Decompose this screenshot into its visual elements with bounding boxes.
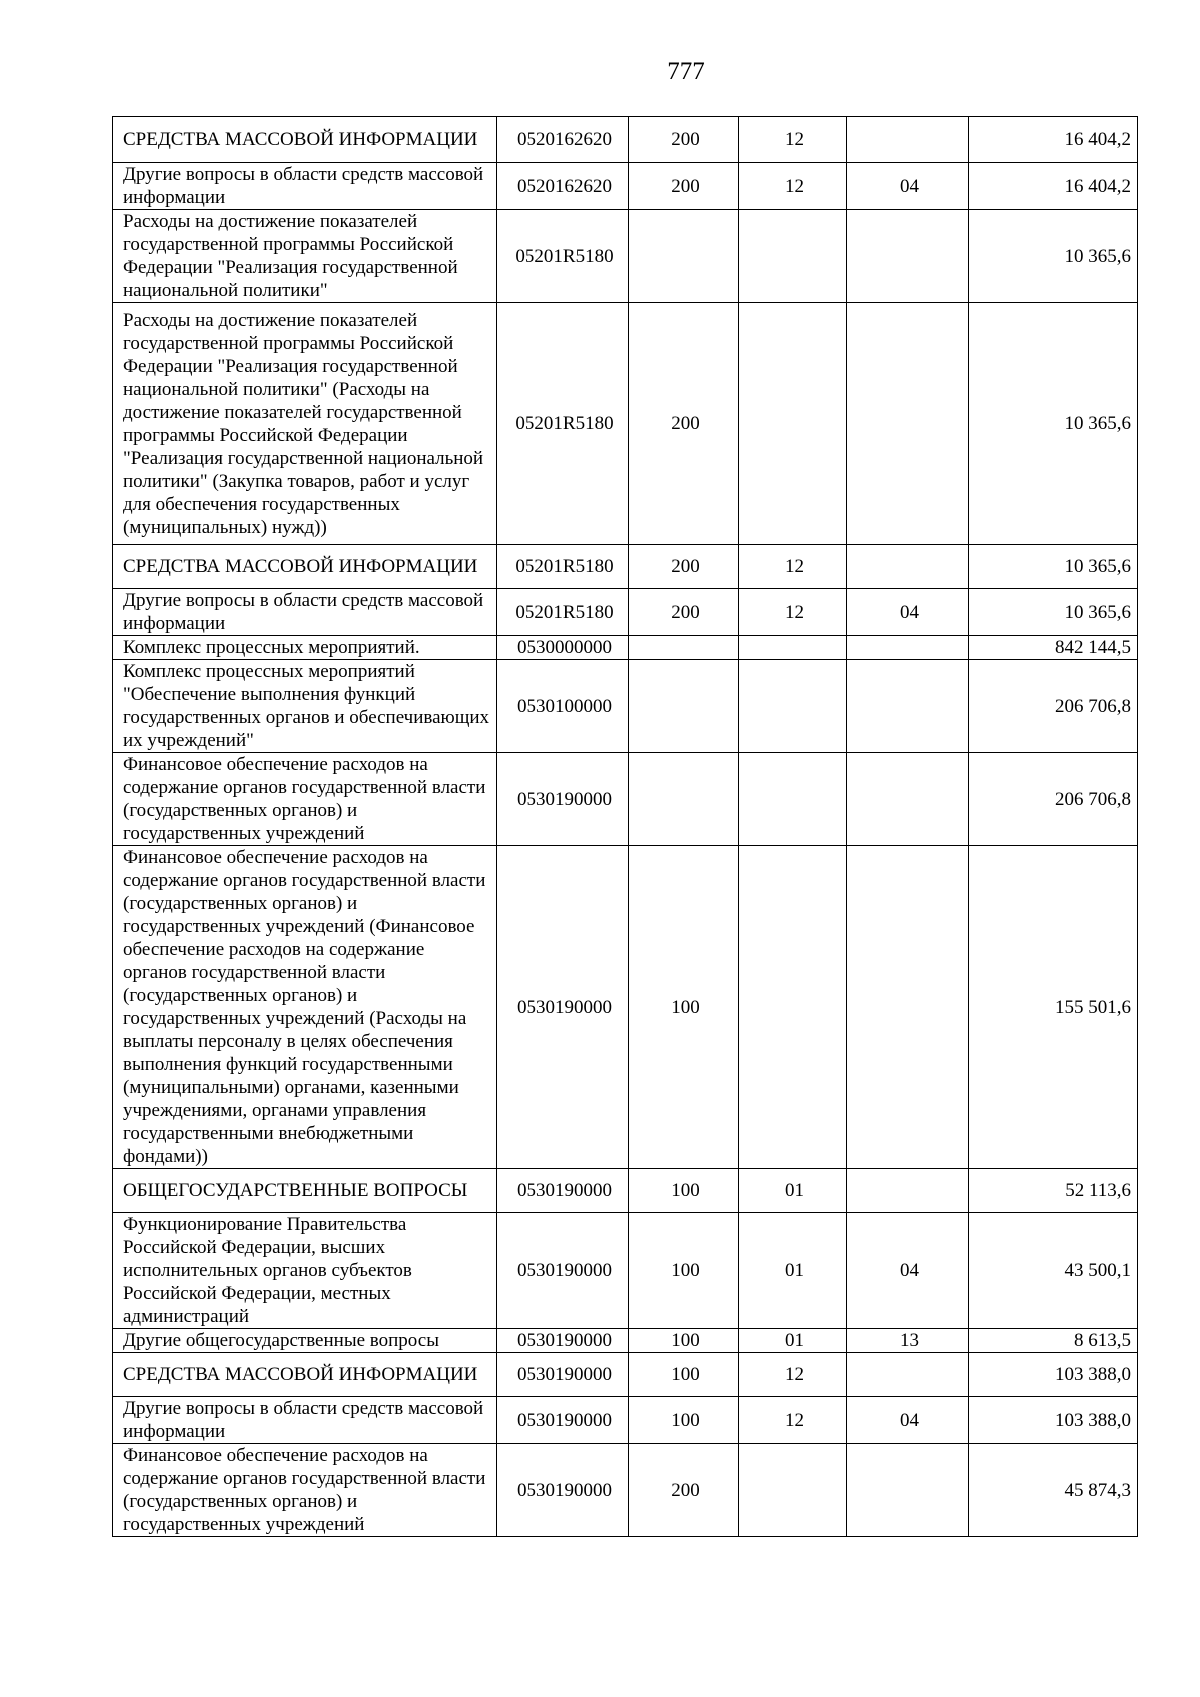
row-section: 12 bbox=[739, 589, 847, 636]
row-name: Финансовое обеспечение расходов на содержание органов государственной власти (государственных органов) и государственных учреждений bbox=[113, 1444, 497, 1537]
row-expense-type: 100 bbox=[629, 846, 739, 1169]
row-expense-type: 200 bbox=[629, 1444, 739, 1537]
row-subsection: 04 bbox=[847, 163, 969, 210]
row-section bbox=[739, 303, 847, 545]
row-name: Комплекс процессных мероприятий. bbox=[113, 636, 497, 660]
row-name: Другие вопросы в области средств массовой информации bbox=[113, 1397, 497, 1444]
row-section: 12 bbox=[739, 1397, 847, 1444]
row-code: 0530190000 bbox=[497, 1329, 629, 1353]
row-name: Финансовое обеспечение расходов на содержание органов государственной власти (государственных органов) и государственных учреждений (Финансовое обеспечение расходов на содержание органов государственной власти (государственных органов) и государственных учреждений (Расходы на выплаты персоналу в целях обеспечения выполнения функций государственными (муниципальными) органами, казенными учреждениями, органами управления государственными внебюджетными фондами)) bbox=[113, 846, 497, 1169]
row-name: ОБЩЕГОСУДАРСТВЕННЫЕ ВОПРОСЫ bbox=[113, 1169, 497, 1213]
row-expense-type: 200 bbox=[629, 117, 739, 163]
row-name: СРЕДСТВА МАССОВОЙ ИНФОРМАЦИИ bbox=[113, 117, 497, 163]
row-subsection bbox=[847, 117, 969, 163]
table-row bbox=[113, 1444, 1138, 1537]
row-section: 12 bbox=[739, 545, 847, 589]
row-subsection: 04 bbox=[847, 1213, 969, 1329]
row-name: Другие общегосударственные вопросы bbox=[113, 1329, 497, 1353]
row-expense-type bbox=[629, 636, 739, 660]
table-row bbox=[113, 660, 1138, 753]
row-name: Другие вопросы в области средств массовой информации bbox=[113, 163, 497, 210]
row-name: Финансовое обеспечение расходов на содержание органов государственной власти (государственных органов) и государственных учреждений bbox=[113, 753, 497, 846]
row-section: 01 bbox=[739, 1169, 847, 1213]
row-section: 12 bbox=[739, 163, 847, 210]
row-subsection bbox=[847, 210, 969, 303]
table-row bbox=[113, 1213, 1138, 1329]
row-name: Расходы на достижение показателей государственной программы Российской Федерации "Реализация государственной национальной политики" (Расходы на достижение показателей государственной программы Российской Федерации "Реализация государственной национальной политики" (Закупка товаров, работ и услуг для обеспечения государственных (муниципальных) нужд)) bbox=[113, 303, 497, 545]
budget-table bbox=[112, 116, 1138, 1537]
row-subsection bbox=[847, 545, 969, 589]
table-row bbox=[113, 303, 1138, 545]
row-name: СРЕДСТВА МАССОВОЙ ИНФОРМАЦИИ bbox=[113, 1353, 497, 1397]
row-section: 12 bbox=[739, 117, 847, 163]
row-amount: 45 874,3 bbox=[969, 1444, 1138, 1537]
row-expense-type: 100 bbox=[629, 1169, 739, 1213]
row-subsection bbox=[847, 1444, 969, 1537]
row-amount: 10 365,6 bbox=[969, 545, 1138, 589]
row-amount: 206 706,8 bbox=[969, 660, 1138, 753]
row-name: СРЕДСТВА МАССОВОЙ ИНФОРМАЦИИ bbox=[113, 545, 497, 589]
row-code: 0530190000 bbox=[497, 1213, 629, 1329]
row-subsection: 04 bbox=[847, 589, 969, 636]
row-amount: 16 404,2 bbox=[969, 117, 1138, 163]
row-code: 0530190000 bbox=[497, 1444, 629, 1537]
row-subsection bbox=[847, 660, 969, 753]
row-expense-type: 200 bbox=[629, 589, 739, 636]
row-name: Комплекс процессных мероприятий "Обеспечение выполнения функций государственных органов и обеспечивающих их учреждений" bbox=[113, 660, 497, 753]
row-subsection bbox=[847, 846, 969, 1169]
row-section bbox=[739, 846, 847, 1169]
row-amount: 103 388,0 bbox=[969, 1397, 1138, 1444]
row-code: 0530000000 bbox=[497, 636, 629, 660]
row-name: Расходы на достижение показателей государственной программы Российской Федерации "Реализация государственной национальной политики" bbox=[113, 210, 497, 303]
row-expense-type: 100 bbox=[629, 1397, 739, 1444]
row-code: 0520162620 bbox=[497, 117, 629, 163]
budget-table-body bbox=[113, 117, 1138, 1537]
table-row bbox=[113, 163, 1138, 210]
table-row bbox=[113, 545, 1138, 589]
table-row bbox=[113, 846, 1138, 1169]
row-section: 01 bbox=[739, 1329, 847, 1353]
row-section bbox=[739, 660, 847, 753]
table-row bbox=[113, 117, 1138, 163]
row-expense-type: 100 bbox=[629, 1353, 739, 1397]
row-expense-type bbox=[629, 660, 739, 753]
row-name: Другие вопросы в области средств массовой информации bbox=[113, 589, 497, 636]
row-code: 0530190000 bbox=[497, 1397, 629, 1444]
table-row bbox=[113, 210, 1138, 303]
row-code: 0530100000 bbox=[497, 660, 629, 753]
row-subsection bbox=[847, 753, 969, 846]
row-amount: 43 500,1 bbox=[969, 1213, 1138, 1329]
row-code: 05201R5180 bbox=[497, 545, 629, 589]
row-code: 0520162620 bbox=[497, 163, 629, 210]
row-subsection bbox=[847, 1353, 969, 1397]
table-row bbox=[113, 1169, 1138, 1213]
row-subsection bbox=[847, 1169, 969, 1213]
row-code: 0530190000 bbox=[497, 846, 629, 1169]
row-amount: 8 613,5 bbox=[969, 1329, 1138, 1353]
row-subsection: 13 bbox=[847, 1329, 969, 1353]
table-row bbox=[113, 1397, 1138, 1444]
row-section bbox=[739, 1444, 847, 1537]
table-row bbox=[113, 1353, 1138, 1397]
row-section: 12 bbox=[739, 1353, 847, 1397]
row-code: 0530190000 bbox=[497, 1353, 629, 1397]
table-row bbox=[113, 1329, 1138, 1353]
row-name: Функционирование Правительства Российской Федерации, высших исполнительных органов субъектов Российской Федерации, местных администраций bbox=[113, 1213, 497, 1329]
row-amount: 842 144,5 bbox=[969, 636, 1138, 660]
row-amount: 10 365,6 bbox=[969, 210, 1138, 303]
row-amount: 155 501,6 bbox=[969, 846, 1138, 1169]
row-subsection bbox=[847, 303, 969, 545]
row-amount: 206 706,8 bbox=[969, 753, 1138, 846]
row-expense-type bbox=[629, 210, 739, 303]
row-expense-type bbox=[629, 753, 739, 846]
row-expense-type: 200 bbox=[629, 545, 739, 589]
table-row bbox=[113, 753, 1138, 846]
row-code: 0530190000 bbox=[497, 753, 629, 846]
row-amount: 10 365,6 bbox=[969, 589, 1138, 636]
row-code: 05201R5180 bbox=[497, 303, 629, 545]
row-expense-type: 100 bbox=[629, 1329, 739, 1353]
row-section: 01 bbox=[739, 1213, 847, 1329]
row-amount: 103 388,0 bbox=[969, 1353, 1138, 1397]
row-code: 0530190000 bbox=[497, 1169, 629, 1213]
row-subsection: 04 bbox=[847, 1397, 969, 1444]
table-row bbox=[113, 589, 1138, 636]
row-subsection bbox=[847, 636, 969, 660]
row-expense-type: 200 bbox=[629, 163, 739, 210]
row-section bbox=[739, 210, 847, 303]
row-amount: 10 365,6 bbox=[969, 303, 1138, 545]
page-number: 777 bbox=[667, 58, 705, 85]
row-section bbox=[739, 753, 847, 846]
row-code: 05201R5180 bbox=[497, 210, 629, 303]
row-code: 05201R5180 bbox=[497, 589, 629, 636]
row-section bbox=[739, 636, 847, 660]
row-amount: 16 404,2 bbox=[969, 163, 1138, 210]
row-expense-type: 200 bbox=[629, 303, 739, 545]
row-expense-type: 100 bbox=[629, 1213, 739, 1329]
table-row bbox=[113, 636, 1138, 660]
row-amount: 52 113,6 bbox=[969, 1169, 1138, 1213]
